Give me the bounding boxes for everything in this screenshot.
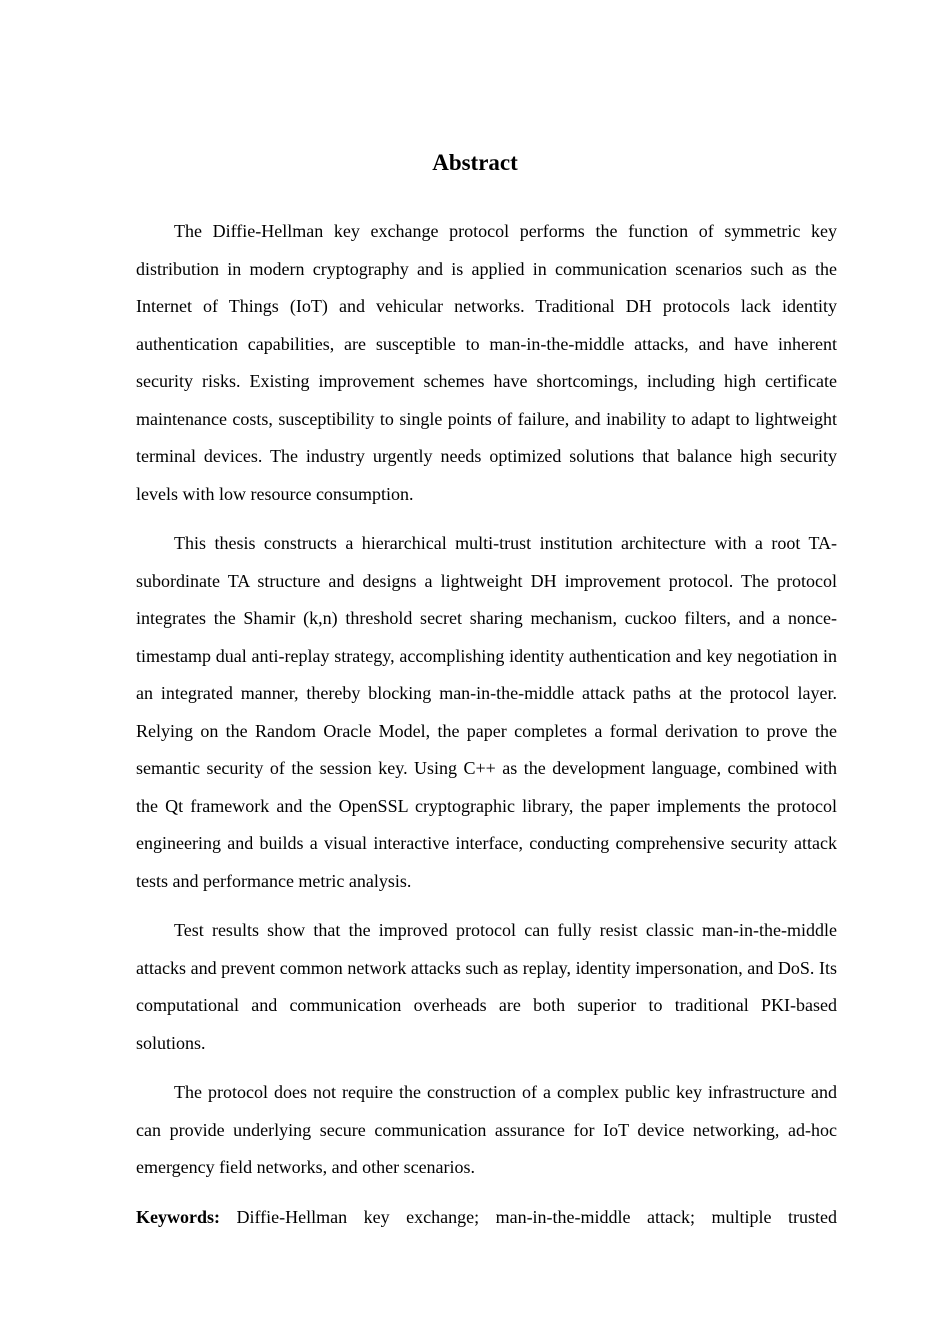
abstract-paragraph-4: The protocol does not require the construction of a complex public key infrastructure and can provide underlying secure communication assurance for IoT device networking, ad-hoc emergency field networks, and other scenarios. — [136, 1082, 837, 1177]
keywords-label: Keywords: — [136, 1206, 220, 1227]
abstract-paragraph-1: The Diffie-Hellman key exchange protocol performs the function of symmetric key distribution in modern cryptography and is applied in communication scenarios such as the Internet of Things (IoT) and vehicular networks. Traditional DH protocols lack identity authentication capabilities, are susceptible to man-in-the-middle attacks, and have inherent security risks. Existing improvement schemes have shortcomings, including high certificate maintenance costs, susceptibility to single points of failure, and inability to adapt to lightweight terminal devices. The industry urgently needs optimized solutions that balance high security levels with low resource consumption. — [136, 221, 837, 504]
keywords-text: Diffie-Hellman key exchange; man-in-the-middle attack; multiple trusted — [236, 1206, 837, 1227]
abstract-title: Abstract — [432, 150, 518, 175]
keywords-line — [136, 1199, 837, 1237]
abstract-paragraph-2: This thesis constructs a hierarchical multi-trust institution architecture with a root TA-subordinate TA structure and designs a lightweight DH improvement protocol. The protocol integrates the Shamir (k,n) threshold secret sharing mechanism, cuckoo filters, and a nonce-timestamp dual anti-replay strategy, accomplishing identity authentication and key negotiation in an integrated manner, thereby blocking man-in-the-middle attack paths at the protocol layer. Relying on the Random Oracle Model, the paper completes a formal derivation to prove the semantic security of the session key. Using C++ as the development language, combined with the Qt framework and the OpenSSL cryptographic library, the paper implements the protocol engineering and builds a visual interactive interface, conducting comprehensive security attack tests and performance metric analysis. — [136, 533, 837, 891]
abstract-body — [136, 213, 837, 1236]
abstract-paragraph-3: Test results show that the improved protocol can fully resist classic man-in-the-middle attacks and prevent common network attacks such as replay, identity impersonation, and DoS. Its computational and communication overheads are both superior to traditional PKI-based solutions. — [136, 920, 837, 1053]
